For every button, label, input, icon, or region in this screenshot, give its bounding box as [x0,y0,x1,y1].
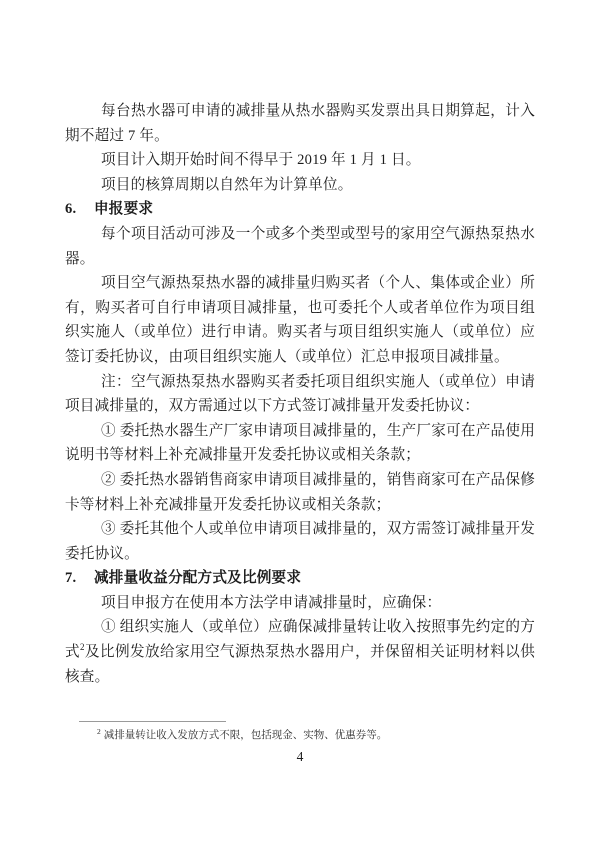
income-distribution-text-before: ① 组织实施人（或单位）应确保减排量转让收入按照事先约定的方式 [65,619,535,661]
footnote-marker: 2 [97,726,101,736]
footnote-separator [79,721,226,722]
section-7-number: 7. [65,570,77,587]
income-distribution-text-after: 及比例发放给家用空气源热泵热水器用户，并保留相关证明材料以供核查。 [65,644,535,685]
paragraph-project-scope: 每个项目活动可涉及一个或多个类型或型号的家用空气源热泵热水器。 [65,225,535,267]
paragraph-item-manufacturer: ① 委托热水器生产厂家申请项目减排量的，生产厂家可在产品使用说明书等材料上补充减排量开发委托协议或相关条款； [65,422,535,464]
paragraph-crediting-period: 每台热水器可申请的减排量从热水器购买发票出具日期算起，计入期不超过 7 年。 [65,103,535,144]
footnote-text: 减排量转让收入发放方式不限，包括现金、实物、优惠券等。 [103,730,388,741]
paragraph-item-other: ③ 委托其他个人或单位申请项目减排量的，双方需签订减排量开发委托协议。 [65,521,535,562]
paragraph-income-distribution [65,615,535,689]
paragraph-declarant-ensure: 项目申报方在使用本方法学申请减排量时，应确保： [101,594,442,611]
section-7-title: 减排量收益分配方式及比例要求 [94,570,302,587]
page-number: 4 [296,749,304,764]
section-6-number: 6. [65,201,77,218]
paragraph-note: 注：空气源热泵热水器购买者委托项目组织实施人（或单位）申请项目减排量的，双方需通过以下方式签订减排量开发委托协议： [65,373,535,415]
footnote-reference: 2 [80,642,85,653]
section-6-heading [65,197,535,222]
paragraph-start-date: 项目计入期开始时间不得早于 2019 年 1 月 1 日。 [101,152,421,169]
paragraph-ownership-delegation: 项目空气源热泵热水器的减排量归购买者（个人、集体或企业）所有，购买者可自行申请项目减排量，也可委托个人或者单位作为项目组织实施人（或单位）进行申请。购买者与项目组织实施人（或单位）应签订委托协议，由项目组织实施人（或单位）汇总申报项目减排量。 [65,275,535,365]
section-7-heading [65,566,535,591]
paragraph-item-seller: ② 委托热水器销售商家申请项目减排量的，销售商家可在产品保修卡等材料上补充减排量开发委托协议或相关条款； [65,471,535,513]
document-body [65,99,535,689]
footnote [65,728,535,743]
section-6-title: 申报要求 [94,201,154,218]
paragraph-accounting-cycle: 项目的核算周期以自然年为计算单位。 [101,176,353,193]
